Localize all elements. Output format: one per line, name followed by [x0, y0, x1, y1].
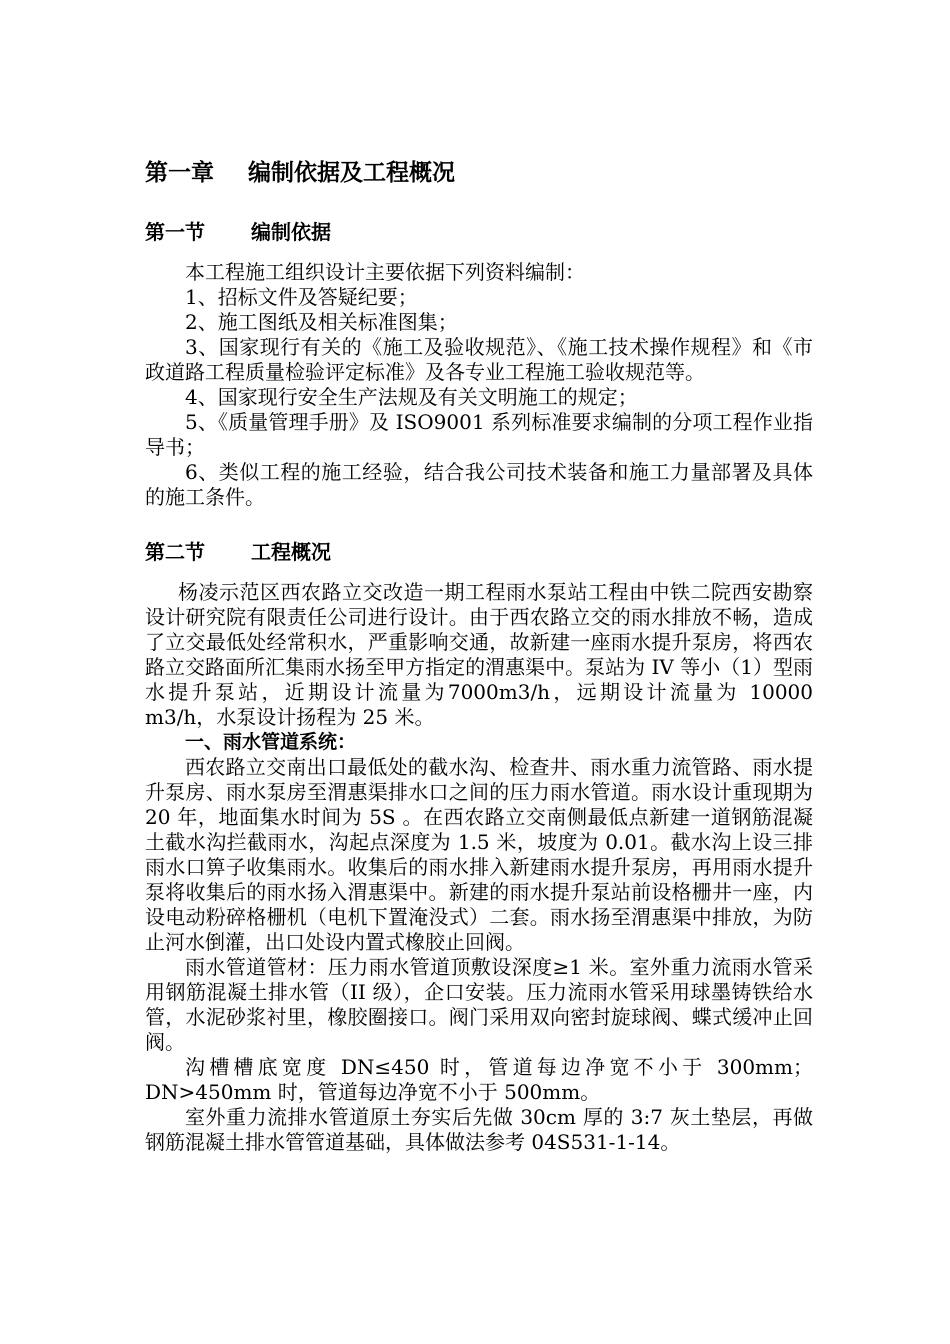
basis-item: 3、国家现行有关的《施工及验收规范》、《施工技术操作规程》和《市政道路工程质量检验评定标准》及各专业工程施工验收规范等。 — [145, 335, 813, 384]
basis-item: 4、国家现行安全生产法规及有关文明施工的规定； — [185, 385, 638, 409]
section-heading-basis — [145, 218, 813, 246]
chapter-number: 第一章 — [145, 160, 214, 186]
body-paragraph: 沟槽槽底宽度 DN≤450 时，管道每边净宽不小于 300mm；DN>450mm 时，管道每边净宽不小于 500mm。 — [145, 1055, 813, 1104]
section-title: 工程概况 — [251, 540, 331, 564]
chapter-title: 编制依据及工程概况 — [248, 160, 455, 186]
basis-item: 2、施工图纸及相关标准图集； — [185, 310, 458, 334]
section-title: 编制依据 — [251, 220, 331, 244]
section-heading-overview — [145, 538, 813, 566]
body-paragraph: 雨水管道管材：压力雨水管道顶敷设深度≥1 米。室外重力流雨水管采用钢筋混凝土排水管（II 级），企口安装。压力流雨水管采用球墨铸铁给水管，水泥砂浆衬里，橡胶圈接口。阀门采用双向密封旋球阀、蝶式缓冲止回阀。 — [145, 955, 813, 1054]
body-paragraph: 室外重力流排水管道原土夯实后先做 30cm 厚的 3:7 灰土垫层，再做钢筋混凝土排水管管道基础，具体做法参考 04S531-1-14。 — [145, 1105, 813, 1154]
subheading-rainwater-pipe: 一、雨水管道系统： — [185, 731, 357, 753]
body-paragraph: 西农路立交南出口最低处的截水沟、检查井、雨水重力流管路、雨水提升泵房、雨水泵房至渭惠渠排水口之间的压力雨水管道。雨水设计重现期为 20 年，地面集水时间为 5S 。在西农路立交南侧最低点新建一道钢筋混凝土截水沟拦截雨水，沟起点深度为 1.5 米，坡度为 0.01。截水沟上设三排雨水口箅子收集雨水。收集后的雨水排入新建雨水提升泵房，再用雨水提升泵将收集后的雨水扬入渭惠渠中。新建的雨水提升泵站前设格栅井一座，内设电动粉碎格栅机（电机下置淹没式）二套。雨水扬至渭惠渠中排放，为防止河水倒灌，出口处设内置式橡胶止回阀。 — [145, 755, 813, 954]
basis-item: 1、招标文件及答疑纪要； — [185, 285, 418, 309]
section-number: 第二节 — [145, 540, 205, 564]
basis-item: 6、类似工程的施工经验，结合我公司技术装备和施工力量部署及具体的施工条件。 — [145, 460, 813, 509]
basis-intro: 本工程施工组织设计主要依据下列资料编制： — [185, 260, 585, 284]
section-number: 第一节 — [145, 220, 205, 244]
basis-item: 5、《质量管理手册》及 ISO9001 系列标准要求编制的分项工程作业指导书； — [145, 410, 813, 459]
document-page — [145, 150, 813, 1155]
basis-list — [145, 260, 813, 510]
overview-paragraph: 杨凌示范区西农路立交改造一期工程雨水泵站工程由中铁二院西安勘察设计研究院有限责任公司进行设计。由于西农路立交的雨水排放不畅，造成了立交最低处经常积水，严重影响交通，故新建一座雨水提升泵房，将西农路立交路面所汇集雨水扬至甲方指定的渭惠渠中。泵站为 IV 等小（1）型雨水提升泵站，近期设计流量为7000m3/h，远期设计流量为 10000 m3/h，水泵设计扬程为 25 米。 — [145, 580, 813, 729]
chapter-heading — [145, 158, 813, 188]
